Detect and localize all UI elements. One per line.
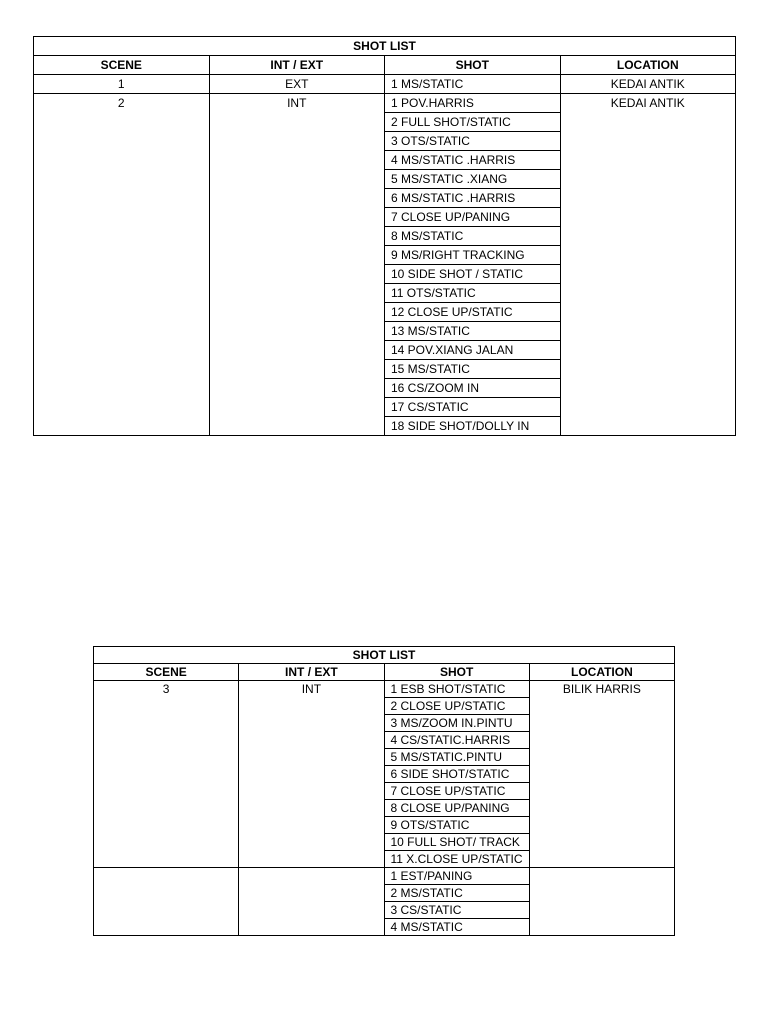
- header-int-ext: INT / EXT: [239, 664, 384, 681]
- header-int-ext: INT / EXT: [209, 56, 385, 75]
- shot-cell: 2 CLOSE UP/STATIC: [384, 698, 529, 715]
- shot-cell: 10 FULL SHOT/ TRACK: [384, 834, 529, 851]
- location-cell: [529, 868, 674, 936]
- int-ext-cell: INT: [209, 94, 385, 436]
- header-shot: SHOT: [385, 56, 561, 75]
- table-title: SHOT LIST: [34, 37, 736, 56]
- shot-list-table-2: [93, 646, 675, 936]
- shot-cell: 18 SIDE SHOT/DOLLY IN: [385, 417, 561, 436]
- shot-cell: 7 CLOSE UP/PANING: [385, 208, 561, 227]
- int-ext-cell: INT: [239, 681, 384, 868]
- location-cell: KEDAI ANTIK: [560, 94, 736, 436]
- shot-cell: 5 MS/STATIC .XIANG: [385, 170, 561, 189]
- scene-cell: 2: [34, 94, 210, 436]
- location-cell: BILIK HARRIS: [529, 681, 674, 868]
- shot-cell: 4 CS/STATIC.HARRIS: [384, 732, 529, 749]
- shot-cell: 2 MS/STATIC: [384, 885, 529, 902]
- shot-cell: 10 SIDE SHOT / STATIC: [385, 265, 561, 284]
- shot-cell: 14 POV.XIANG JALAN: [385, 341, 561, 360]
- scene-cell: 3: [94, 681, 239, 868]
- shot-cell: 17 CS/STATIC: [385, 398, 561, 417]
- shot-cell: 6 MS/STATIC .HARRIS: [385, 189, 561, 208]
- scene-cell: [94, 868, 239, 936]
- shot-cell: 1 MS/STATIC: [385, 75, 561, 94]
- location-cell: KEDAI ANTIK: [560, 75, 736, 94]
- shot-cell: 3 OTS/STATIC: [385, 132, 561, 151]
- shot-cell: 4 MS/STATIC .HARRIS: [385, 151, 561, 170]
- table-row: [94, 868, 675, 885]
- header-location: LOCATION: [560, 56, 736, 75]
- table-row: [34, 94, 736, 113]
- shot-cell: 16 CS/ZOOM IN: [385, 379, 561, 398]
- int-ext-cell: [239, 868, 384, 936]
- table-title: SHOT LIST: [94, 647, 675, 664]
- shot-cell: 13 MS/STATIC: [385, 322, 561, 341]
- shot-cell: 9 MS/RIGHT TRACKING: [385, 246, 561, 265]
- shot-cell: 11 X.CLOSE UP/STATIC: [384, 851, 529, 868]
- shot-cell: 8 CLOSE UP/PANING: [384, 800, 529, 817]
- shot-cell: 8 MS/STATIC: [385, 227, 561, 246]
- shot-cell: 12 CLOSE UP/STATIC: [385, 303, 561, 322]
- shot-cell: 11 OTS/STATIC: [385, 284, 561, 303]
- shot-cell: 1 ESB SHOT/STATIC: [384, 681, 529, 698]
- shot-cell: 2 FULL SHOT/STATIC: [385, 113, 561, 132]
- shot-list-table-1: [33, 36, 736, 436]
- header-shot: SHOT: [384, 664, 529, 681]
- shot-cell: 1 EST/PANING: [384, 868, 529, 885]
- shot-cell: 3 CS/STATIC: [384, 902, 529, 919]
- header-location: LOCATION: [529, 664, 674, 681]
- scene-cell: 1: [34, 75, 210, 94]
- table-row: [34, 75, 736, 94]
- shot-cell: 15 MS/STATIC: [385, 360, 561, 379]
- table-row: [94, 681, 675, 698]
- shot-cell: 4 MS/STATIC: [384, 919, 529, 936]
- shot-cell: 9 OTS/STATIC: [384, 817, 529, 834]
- shot-cell: 3 MS/ZOOM IN.PINTU: [384, 715, 529, 732]
- shot-cell: 5 MS/STATIC.PINTU: [384, 749, 529, 766]
- int-ext-cell: EXT: [209, 75, 385, 94]
- header-scene: SCENE: [94, 664, 239, 681]
- shot-cell: 1 POV.HARRIS: [385, 94, 561, 113]
- shot-cell: 6 SIDE SHOT/STATIC: [384, 766, 529, 783]
- shot-cell: 7 CLOSE UP/STATIC: [384, 783, 529, 800]
- header-scene: SCENE: [34, 56, 210, 75]
